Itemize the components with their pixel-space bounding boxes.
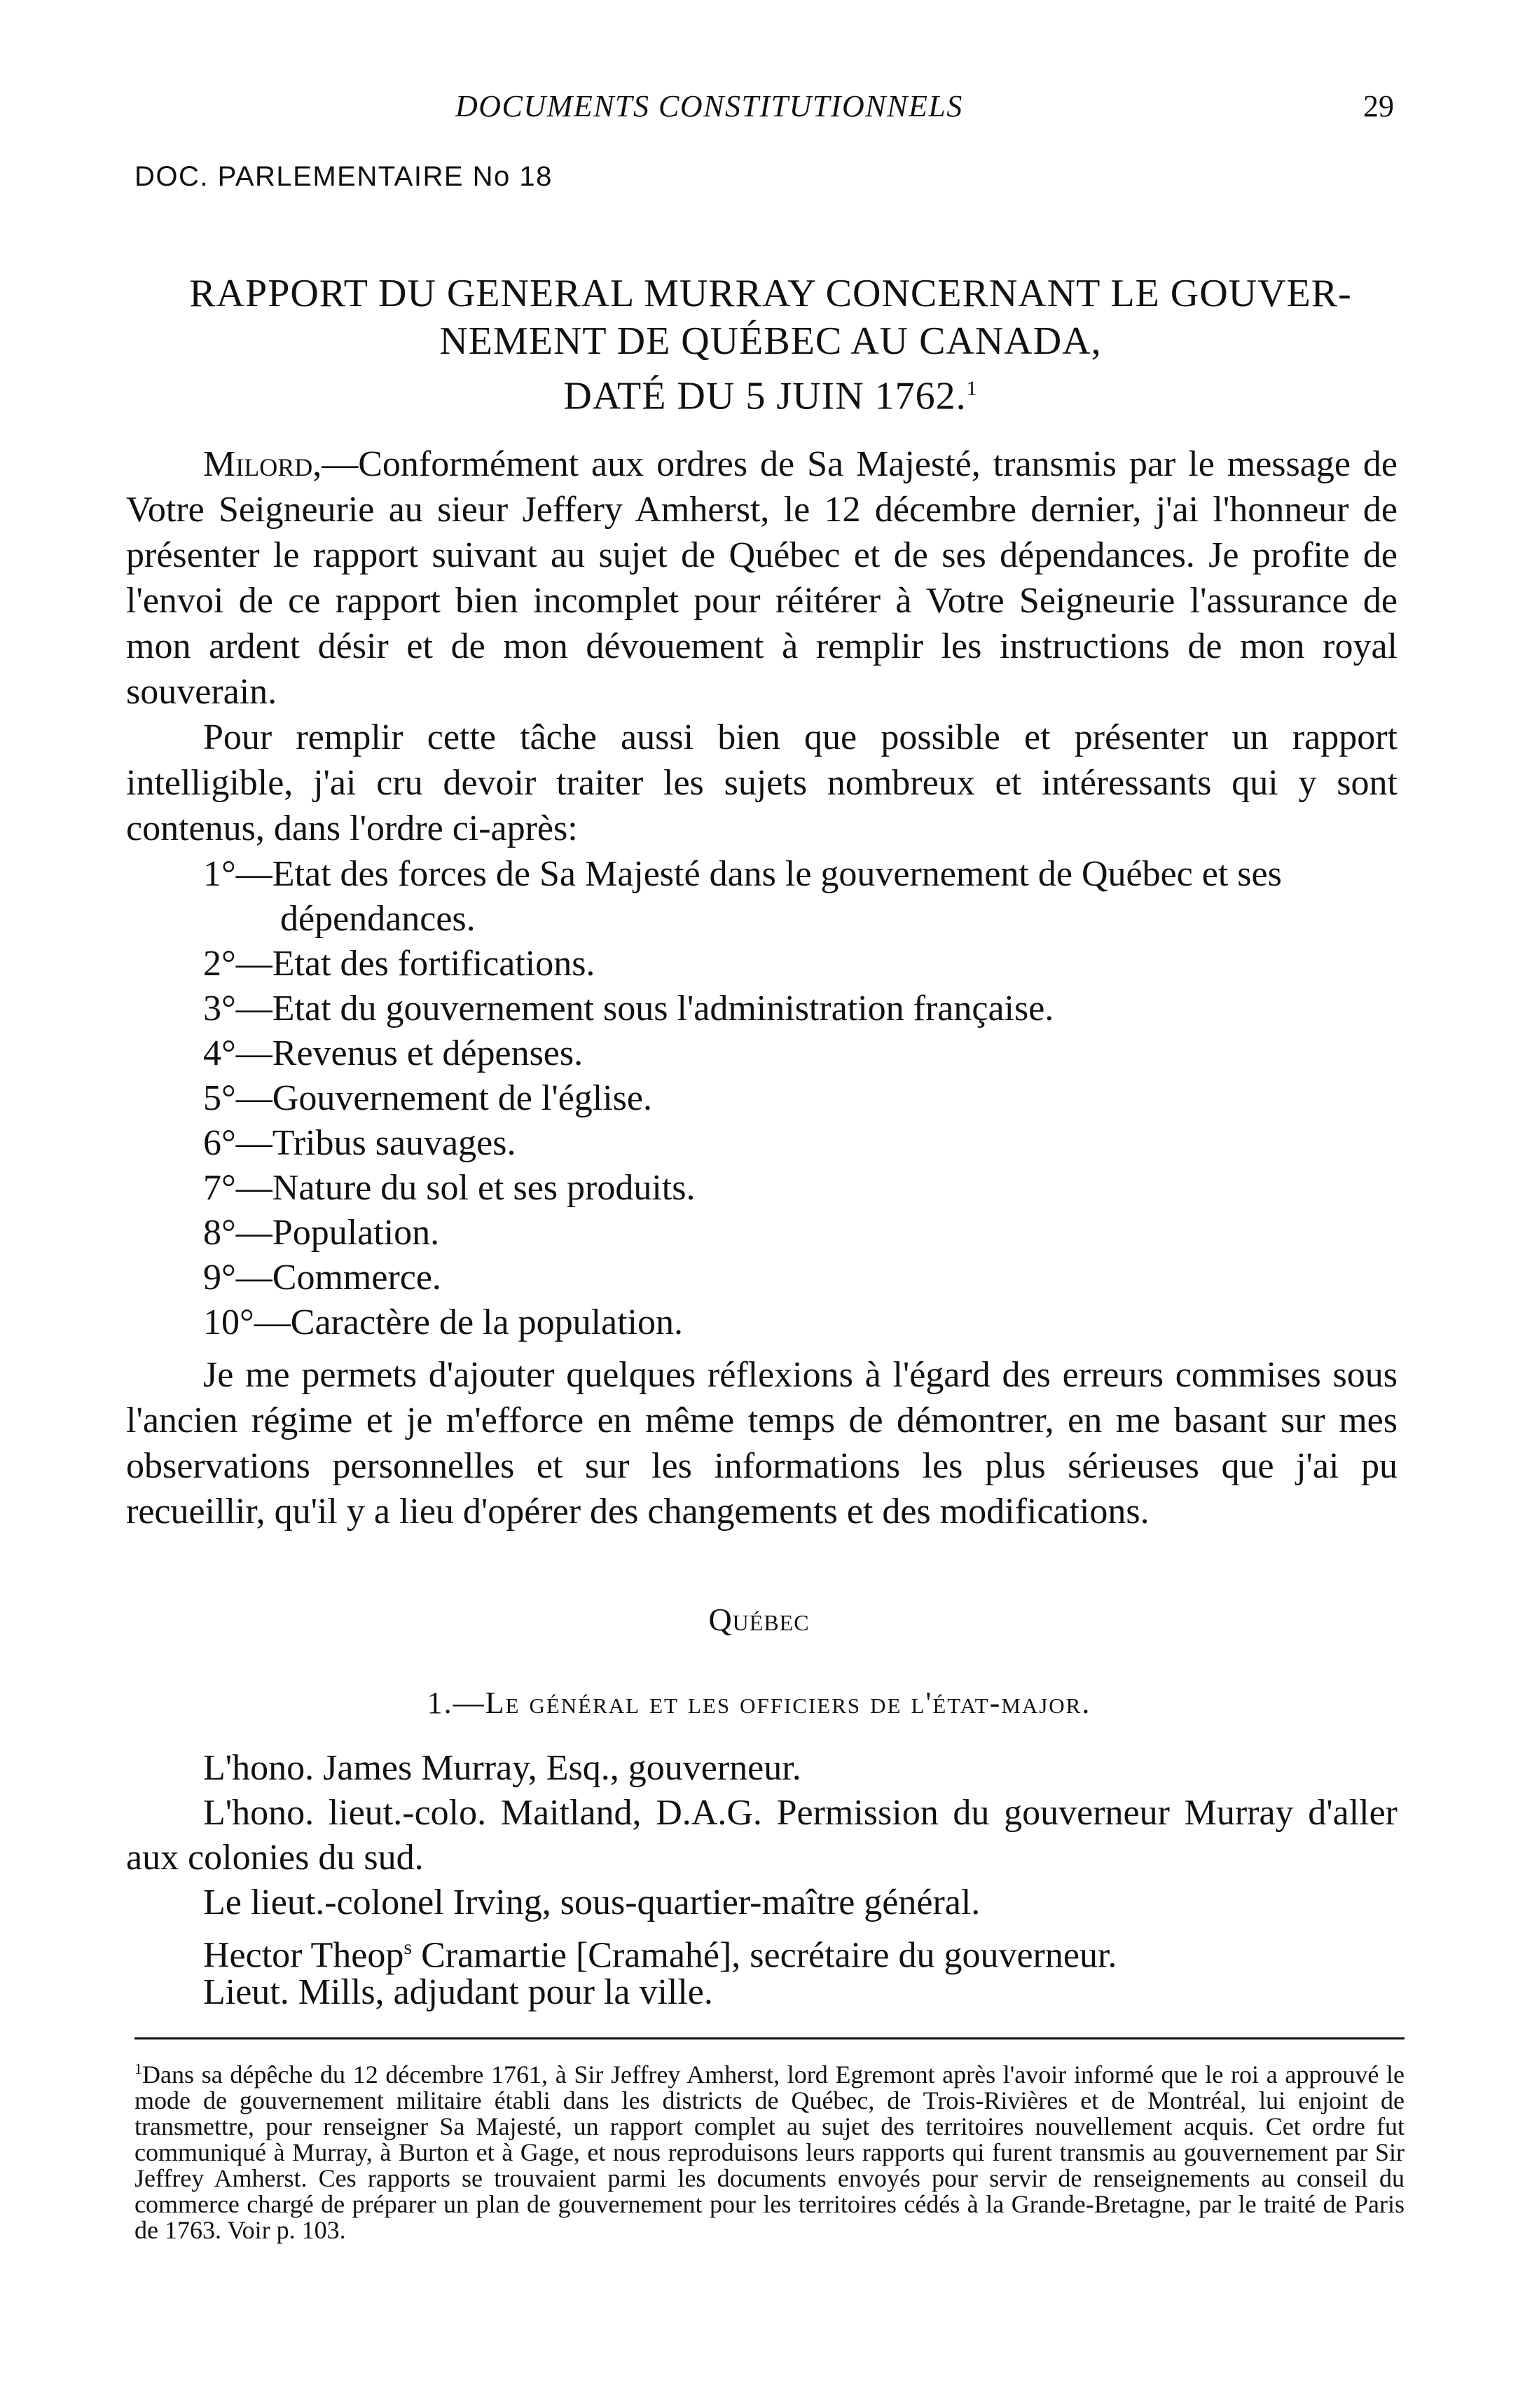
list-item: 4°—Revenus et dépenses. xyxy=(203,1033,584,1073)
list-item: 6°—Tribus sauvages. xyxy=(203,1123,516,1163)
footnote-divider xyxy=(134,2037,1405,2039)
intro-paragraph-1-text: —Conformément aux ordres de Sa Majesté, transmis par le message de Votre Seigneurie au sieur Jeffery Amherst, le 12 décembre dernier, j'ai l'honneur de présenter le rapport suivant au sujet de Québec et de ses dépendances. Je profite de l'envoi de ce rapport bien incomplet pour réitérer à Votre Seigneurie l'assurance de mon ardent désir et de mon dévouement à remplir les instructions de mon royal souverain. xyxy=(126,444,1398,712)
intro-paragraph-1 xyxy=(126,441,1398,715)
section-heading: 1.—Le général et les officiers de l'état-major. xyxy=(427,1686,1091,1720)
staff-entry: L'hono. James Murray, Esq., gouverneur. xyxy=(203,1748,801,1788)
footnote-mark: 1 xyxy=(134,2060,142,2077)
running-title: DOCUMENTS CONSTITUTIONNELS xyxy=(455,89,963,123)
list-item: 5°—Gouvernement de l'église. xyxy=(203,1078,652,1118)
title-line-2: NEMENT DE QUÉBEC AU CANADA, xyxy=(439,319,1102,363)
staff-entry-name: Hector Theop xyxy=(203,1935,404,1976)
list-item: 10°—Caractère de la population. xyxy=(203,1302,683,1342)
list-item: 8°—Population. xyxy=(203,1213,440,1253)
staff-entry: Le lieut.-colonel Irving, sous-quartier-maître général. xyxy=(203,1883,981,1922)
topic-list xyxy=(203,852,1408,1345)
place-heading: Québec xyxy=(708,1602,810,1637)
staff-entry-superscript: s xyxy=(403,1936,413,1959)
footnote xyxy=(134,2056,1405,2243)
document-reference: DOC. PARLEMENTAIRE No 18 xyxy=(134,161,553,192)
intro-paragraph-2: Pour remplir cette tâche aussi bien que possible et présenter un rapport intelligible, j'ai cru devoir traiter les sujets nombreux et intéressants qui y sont contenus, dans l'ordre ci-après: xyxy=(126,717,1398,848)
salutation: Milord, xyxy=(203,444,322,484)
title-line-1: RAPPORT DU GENERAL MURRAY CONCERNANT LE GOUVER- xyxy=(189,272,1352,315)
footnote-text: Dans sa dépêche du 12 décembre 1761, à Sir Jeffrey Amherst, lord Egremont après l'avoir informé que le roi a approuvé le mode de gouvernement militaire établi dans les districts de Québec, de Trois-Rivières et de Montréal, lui enjoint de transmettre, pour renseigner Sa Majesté, un rapport complet au sujet des territoires nouvellement acquis. Cet ordre fut communiqué à Murray, à Burton et à Gage, et nous reproduisons leurs rapports qui furent transmis au gouvernement par Sir Jeffrey Amherst. Ces rapports se trouvaient parmi les documents envoyés pour servir de renseignements au conseil du commerce chargé de préparer un plan de gouvernement pour les territoires cédés à la Grande-Bretagne, par le traité de Paris de 1763. Voir p. 103. xyxy=(134,2060,1405,2244)
title-line-3-text: DATÉ DU 5 JUIN 1762. xyxy=(563,374,967,418)
list-item: 2°—Etat des fortifications. xyxy=(203,944,595,984)
staff-entry-rest: Cramartie [Cramahé], secrétaire du gouverneur. xyxy=(412,1935,1117,1976)
title-footnote-mark: 1 xyxy=(966,377,978,400)
title-line-3 xyxy=(133,365,1408,420)
list-item: 1°—Etat des forces de Sa Majesté dans le gouvernement de Québec et ses dépendances. xyxy=(203,854,1282,939)
closing-paragraph: Je me permets d'ajouter quelques réflexions à l'égard des erreurs commises sous l'ancien régime et je m'efforce en même temps de démontrer, en me basant sur mes observations personnelles et sur les informations les plus sérieuses que j'ai pu recueillir, qu'il y a lieu d'opérer des changements et des modifications. xyxy=(126,1355,1398,1532)
staff-entry: Lieut. Mills, adjudant pour la ville. xyxy=(203,1972,713,2012)
list-item: 7°—Nature du sol et ses produits. xyxy=(203,1168,696,1208)
staff-entry: L'hono. lieut.-colo. Maitland, D.A.G. Permission du gouverneur Murray d'aller aux colonies du sud. xyxy=(126,1793,1398,1878)
page-number: 29 xyxy=(1363,89,1394,123)
list-item: 3°—Etat du gouvernement sous l'administration française. xyxy=(203,989,1054,1028)
list-item: 9°—Commerce. xyxy=(203,1258,441,1298)
document-title xyxy=(133,270,1408,420)
